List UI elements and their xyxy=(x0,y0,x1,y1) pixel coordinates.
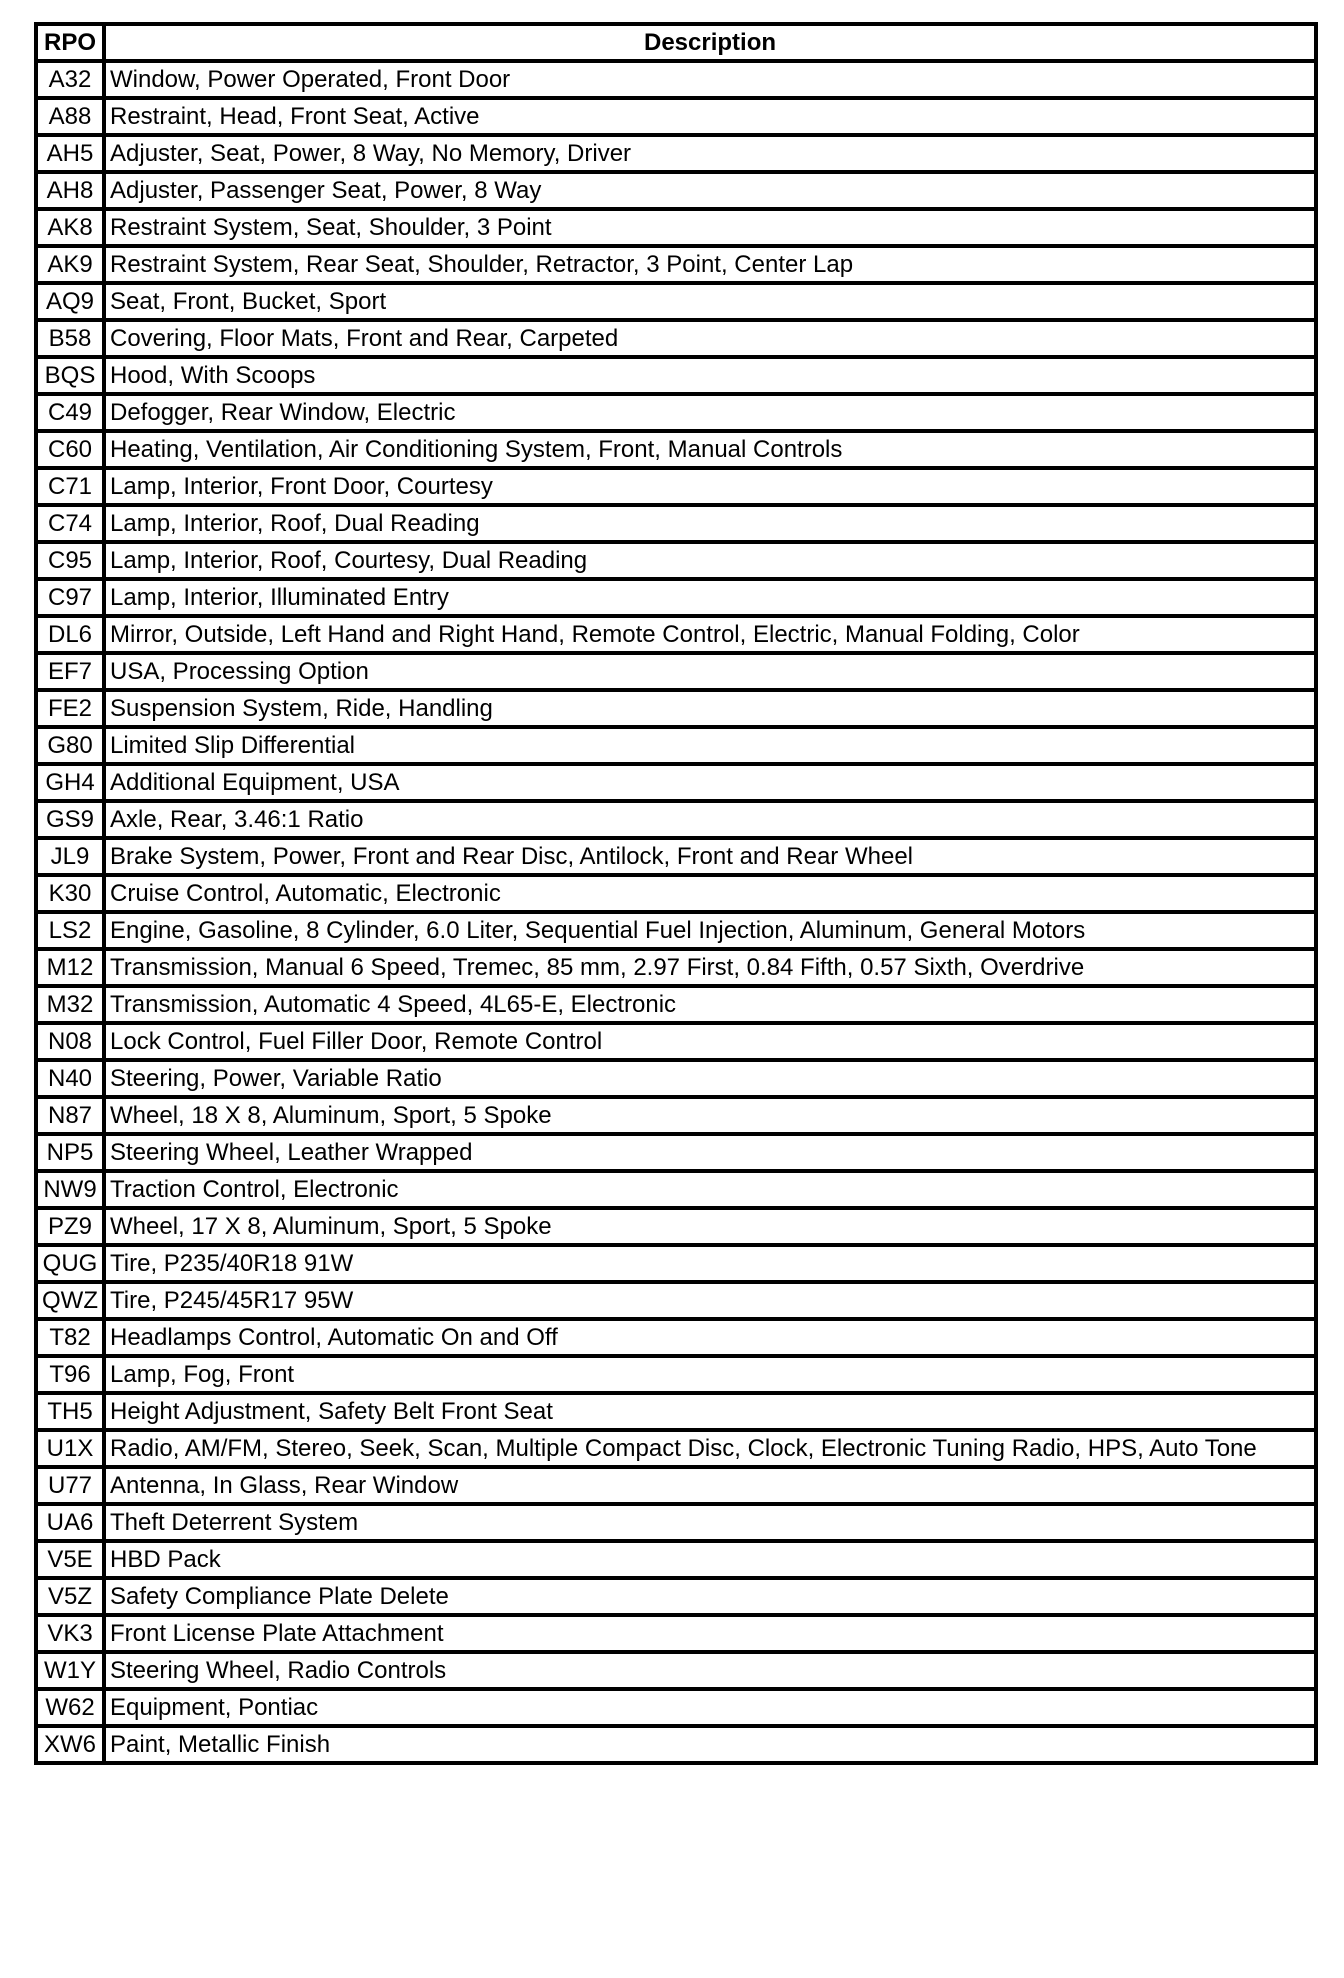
rpo-code-cell: AQ9 xyxy=(36,283,104,320)
table-row xyxy=(36,468,1316,505)
description-cell: Hood, With Scoops xyxy=(104,357,1316,394)
description-cell: Mirror, Outside, Left Hand and Right Hand, Remote Control, Electric, Manual Folding, Color xyxy=(104,616,1316,653)
description-cell: Limited Slip Differential xyxy=(104,727,1316,764)
description-cell: Lamp, Interior, Illuminated Entry xyxy=(104,579,1316,616)
table-row xyxy=(36,1467,1316,1504)
description-cell: HBD Pack xyxy=(104,1541,1316,1578)
table-row xyxy=(36,1060,1316,1097)
rpo-code-cell: C74 xyxy=(36,505,104,542)
table-row xyxy=(36,1726,1316,1763)
rpo-code-cell: DL6 xyxy=(36,616,104,653)
table-row xyxy=(36,246,1316,283)
table-row xyxy=(36,1393,1316,1430)
description-cell: Headlamps Control, Automatic On and Off xyxy=(104,1319,1316,1356)
description-cell: Tire, P235/40R18 91W xyxy=(104,1245,1316,1282)
rpo-code-cell: T82 xyxy=(36,1319,104,1356)
description-cell: Safety Compliance Plate Delete xyxy=(104,1578,1316,1615)
table-row xyxy=(36,838,1316,875)
table-row xyxy=(36,542,1316,579)
description-cell: Height Adjustment, Safety Belt Front Seat xyxy=(104,1393,1316,1430)
table-row xyxy=(36,1430,1316,1467)
rpo-code-cell: U1X xyxy=(36,1430,104,1467)
description-cell: Paint, Metallic Finish xyxy=(104,1726,1316,1763)
description-cell: Front License Plate Attachment xyxy=(104,1615,1316,1652)
description-cell: Seat, Front, Bucket, Sport xyxy=(104,283,1316,320)
description-cell: Transmission, Manual 6 Speed, Tremec, 85 mm, 2.97 First, 0.84 Fifth, 0.57 Sixth, Overdrive xyxy=(104,949,1316,986)
rpo-code-cell: AK9 xyxy=(36,246,104,283)
rpo-code-cell: B58 xyxy=(36,320,104,357)
rpo-code-cell: AK8 xyxy=(36,209,104,246)
rpo-code-cell: T96 xyxy=(36,1356,104,1393)
description-cell: Steering, Power, Variable Ratio xyxy=(104,1060,1316,1097)
description-cell: Axle, Rear, 3.46:1 Ratio xyxy=(104,801,1316,838)
table-row xyxy=(36,1319,1316,1356)
rpo-code-cell: W62 xyxy=(36,1689,104,1726)
rpo-code-cell: JL9 xyxy=(36,838,104,875)
table-row xyxy=(36,61,1316,98)
description-cell: Adjuster, Passenger Seat, Power, 8 Way xyxy=(104,172,1316,209)
table-row xyxy=(36,616,1316,653)
table-row xyxy=(36,1023,1316,1060)
rpo-code-cell: UA6 xyxy=(36,1504,104,1541)
rpo-code-cell: QWZ xyxy=(36,1282,104,1319)
description-cell: Lamp, Fog, Front xyxy=(104,1356,1316,1393)
description-cell: Wheel, 17 X 8, Aluminum, Sport, 5 Spoke xyxy=(104,1208,1316,1245)
table-row xyxy=(36,579,1316,616)
rpo-code-cell: N08 xyxy=(36,1023,104,1060)
table-row xyxy=(36,1171,1316,1208)
table-row xyxy=(36,764,1316,801)
table-row xyxy=(36,1504,1316,1541)
description-cell: Theft Deterrent System xyxy=(104,1504,1316,1541)
description-cell: Traction Control, Electronic xyxy=(104,1171,1316,1208)
rpo-code-cell: G80 xyxy=(36,727,104,764)
header-rpo: RPO xyxy=(36,24,104,61)
rpo-code-cell: A88 xyxy=(36,98,104,135)
rpo-code-cell: C71 xyxy=(36,468,104,505)
table-body xyxy=(36,61,1316,1763)
rpo-code-cell: C49 xyxy=(36,394,104,431)
rpo-code-cell: BQS xyxy=(36,357,104,394)
rpo-code-cell: NP5 xyxy=(36,1134,104,1171)
description-cell: Antenna, In Glass, Rear Window xyxy=(104,1467,1316,1504)
description-cell: Steering Wheel, Radio Controls xyxy=(104,1652,1316,1689)
table-row xyxy=(36,172,1316,209)
description-cell: Tire, P245/45R17 95W xyxy=(104,1282,1316,1319)
table-row xyxy=(36,1245,1316,1282)
header-description: Description xyxy=(104,24,1316,61)
table-row xyxy=(36,1615,1316,1652)
table-row xyxy=(36,690,1316,727)
table-row xyxy=(36,875,1316,912)
table-row xyxy=(36,209,1316,246)
rpo-code-cell: A32 xyxy=(36,61,104,98)
description-cell: Equipment, Pontiac xyxy=(104,1689,1316,1726)
table-row xyxy=(36,986,1316,1023)
rpo-code-cell: C97 xyxy=(36,579,104,616)
rpo-code-cell: K30 xyxy=(36,875,104,912)
description-cell: Steering Wheel, Leather Wrapped xyxy=(104,1134,1316,1171)
description-cell: Cruise Control, Automatic, Electronic xyxy=(104,875,1316,912)
table-row xyxy=(36,98,1316,135)
description-cell: Restraint System, Seat, Shoulder, 3 Point xyxy=(104,209,1316,246)
table-row xyxy=(36,653,1316,690)
table-row xyxy=(36,1208,1316,1245)
table-row xyxy=(36,912,1316,949)
table-row xyxy=(36,727,1316,764)
table-row xyxy=(36,1134,1316,1171)
table-row xyxy=(36,135,1316,172)
description-cell: Covering, Floor Mats, Front and Rear, Carpeted xyxy=(104,320,1316,357)
rpo-code-cell: AH5 xyxy=(36,135,104,172)
rpo-code-cell: TH5 xyxy=(36,1393,104,1430)
table-header-row xyxy=(36,24,1316,61)
rpo-code-cell: C60 xyxy=(36,431,104,468)
description-cell: Restraint, Head, Front Seat, Active xyxy=(104,98,1316,135)
description-cell: Additional Equipment, USA xyxy=(104,764,1316,801)
table-row xyxy=(36,1652,1316,1689)
rpo-code-cell: V5E xyxy=(36,1541,104,1578)
table-row xyxy=(36,1356,1316,1393)
table-row xyxy=(36,949,1316,986)
description-cell: Lock Control, Fuel Filler Door, Remote Control xyxy=(104,1023,1316,1060)
rpo-code-cell: FE2 xyxy=(36,690,104,727)
rpo-code-cell: U77 xyxy=(36,1467,104,1504)
table-row xyxy=(36,1097,1316,1134)
description-cell: Suspension System, Ride, Handling xyxy=(104,690,1316,727)
rpo-code-cell: M12 xyxy=(36,949,104,986)
description-cell: Heating, Ventilation, Air Conditioning System, Front, Manual Controls xyxy=(104,431,1316,468)
rpo-code-cell: AH8 xyxy=(36,172,104,209)
rpo-code-cell: C95 xyxy=(36,542,104,579)
rpo-code-cell: GS9 xyxy=(36,801,104,838)
description-cell: Brake System, Power, Front and Rear Disc, Antilock, Front and Rear Wheel xyxy=(104,838,1316,875)
description-cell: Lamp, Interior, Roof, Dual Reading xyxy=(104,505,1316,542)
rpo-code-cell: XW6 xyxy=(36,1726,104,1763)
table-row xyxy=(36,431,1316,468)
description-cell: Wheel, 18 X 8, Aluminum, Sport, 5 Spoke xyxy=(104,1097,1316,1134)
rpo-table xyxy=(34,22,1318,1765)
rpo-code-cell: V5Z xyxy=(36,1578,104,1615)
description-cell: Defogger, Rear Window, Electric xyxy=(104,394,1316,431)
description-cell: USA, Processing Option xyxy=(104,653,1316,690)
table-row xyxy=(36,394,1316,431)
table-row xyxy=(36,505,1316,542)
table-row xyxy=(36,320,1316,357)
rpo-code-cell: PZ9 xyxy=(36,1208,104,1245)
rpo-code-cell: EF7 xyxy=(36,653,104,690)
rpo-code-cell: N40 xyxy=(36,1060,104,1097)
description-cell: Radio, AM/FM, Stereo, Seek, Scan, Multiple Compact Disc, Clock, Electronic Tuning Radio, HPS, Auto Tone xyxy=(104,1430,1316,1467)
table-row xyxy=(36,1541,1316,1578)
rpo-code-cell: W1Y xyxy=(36,1652,104,1689)
table-row xyxy=(36,283,1316,320)
description-cell: Lamp, Interior, Roof, Courtesy, Dual Reading xyxy=(104,542,1316,579)
description-cell: Lamp, Interior, Front Door, Courtesy xyxy=(104,468,1316,505)
rpo-code-cell: QUG xyxy=(36,1245,104,1282)
description-cell: Engine, Gasoline, 8 Cylinder, 6.0 Liter, Sequential Fuel Injection, Aluminum, General Motors xyxy=(104,912,1316,949)
description-cell: Adjuster, Seat, Power, 8 Way, No Memory, Driver xyxy=(104,135,1316,172)
table-row xyxy=(36,1282,1316,1319)
table-row xyxy=(36,1689,1316,1726)
rpo-code-cell: N87 xyxy=(36,1097,104,1134)
description-cell: Restraint System, Rear Seat, Shoulder, Retractor, 3 Point, Center Lap xyxy=(104,246,1316,283)
rpo-code-cell: GH4 xyxy=(36,764,104,801)
rpo-code-cell: LS2 xyxy=(36,912,104,949)
description-cell: Transmission, Automatic 4 Speed, 4L65-E, Electronic xyxy=(104,986,1316,1023)
description-cell: Window, Power Operated, Front Door xyxy=(104,61,1316,98)
table-row xyxy=(36,357,1316,394)
table-row xyxy=(36,801,1316,838)
rpo-code-cell: M32 xyxy=(36,986,104,1023)
rpo-code-cell: VK3 xyxy=(36,1615,104,1652)
rpo-code-cell: NW9 xyxy=(36,1171,104,1208)
table-row xyxy=(36,1578,1316,1615)
